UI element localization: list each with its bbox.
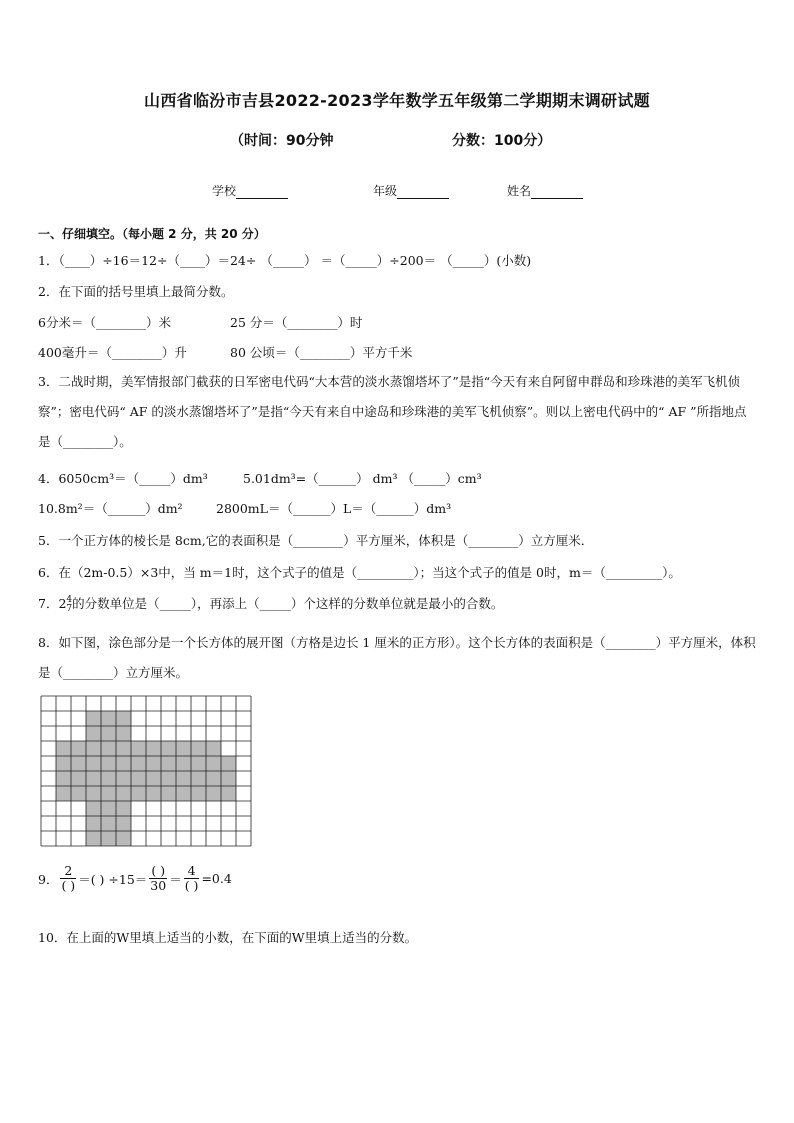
shaded-cell <box>191 786 206 801</box>
shaded-cell <box>221 786 236 801</box>
shaded-cell <box>86 801 101 816</box>
q9-fraction-1 <box>60 864 76 893</box>
question-3: 3．二战时期，美军情报部门截获的日军密电代码“大本营的淡水蒸馏塔坏了”是指“今天有来自阿留申群岛和珍珠港的美军飞机侦察”；密电代码“ AF 的淡水蒸馏塔坏了”是指“今天有来自中途岛和珍珠港的美军飞机侦察”。则以上密电代码中的“ AF ”所指地点是（________）。 <box>38 374 747 449</box>
shaded-cell <box>86 741 101 756</box>
shaded-cell <box>161 756 176 771</box>
shaded-cell <box>101 786 116 801</box>
q7-prefix: 7．2 <box>38 596 67 611</box>
question-4c: 10.8m²＝（______）dm² <box>38 501 183 516</box>
shaded-cell <box>56 741 71 756</box>
q9-equals: ＝ <box>169 871 182 887</box>
question-2b: 25 分＝（________）时 <box>230 315 363 330</box>
q9-f3-denominator: ( ) <box>184 878 199 893</box>
shaded-cell <box>161 786 176 801</box>
question-10: 10．在上面的W里填上适当的小数，在下面的W里填上适当的分数。 <box>38 930 418 945</box>
q9-f2-numerator: ( ) <box>149 864 167 879</box>
shaded-cell <box>191 771 206 786</box>
question-4d: 2800mL＝（______）L＝（______）dm³ <box>216 501 452 516</box>
school-field[interactable] <box>212 182 288 199</box>
question-9 <box>38 864 232 893</box>
shaded-cell <box>71 771 86 786</box>
shaded-cell <box>101 831 116 846</box>
shaded-cell <box>161 741 176 756</box>
shaded-cell <box>86 771 101 786</box>
q9-middle: ＝( ) ÷15＝ <box>78 871 148 887</box>
grade-blank[interactable] <box>397 186 449 199</box>
q9-end: =0.4 <box>201 871 232 886</box>
question-6: 6．在（2m-0.5）×3中，当 m＝1时，这个式子的值是（_________）；当这个式子的值是 0时，m＝（_________）。 <box>38 565 681 580</box>
q9-f1-numerator: 2 <box>60 864 76 879</box>
q9-prefix: 9． <box>38 871 59 887</box>
shaded-cell <box>221 756 236 771</box>
shaded-cell <box>206 771 221 786</box>
shaded-cell <box>176 771 191 786</box>
shaded-cell <box>191 741 206 756</box>
shaded-cell <box>101 741 116 756</box>
shaded-cell <box>146 741 161 756</box>
shaded-cell <box>116 771 131 786</box>
shaded-cell <box>86 831 101 846</box>
shaded-cell <box>56 786 71 801</box>
question-4b: 5.01dm³=（______） dm³ （_____）cm³ <box>243 471 482 486</box>
shaded-cell <box>101 726 116 741</box>
shaded-cell <box>206 741 221 756</box>
question-2c: 400毫升＝（________）升 <box>38 345 187 360</box>
section-heading: 一、仔细填空。（每小题 2 分，共 20 分） <box>38 227 266 241</box>
grade-field[interactable] <box>373 182 449 199</box>
question-4a: 4．6050cm³＝（_____）dm³ <box>38 471 208 486</box>
question-2: 2．在下面的括号里填上最简分数。 <box>38 284 234 299</box>
exam-time: （时间：90分钟 <box>230 133 334 149</box>
shaded-cell <box>146 756 161 771</box>
shaded-cell <box>161 771 176 786</box>
shaded-cell <box>221 771 236 786</box>
unfolded-cuboid-grid <box>40 695 253 848</box>
q9-f2-denominator: 30 <box>150 878 167 893</box>
shaded-cell <box>116 831 131 846</box>
shaded-cell <box>131 741 146 756</box>
school-blank[interactable] <box>236 186 288 199</box>
shaded-cell <box>101 711 116 726</box>
exam-score: 分数：100分） <box>452 133 552 149</box>
shaded-cell <box>131 786 146 801</box>
grade-label: 年级 <box>373 184 398 198</box>
shaded-cell <box>176 786 191 801</box>
shaded-cell <box>86 756 101 771</box>
shaded-cell <box>71 786 86 801</box>
shaded-cell <box>56 756 71 771</box>
shaded-cell <box>101 771 116 786</box>
shaded-cell <box>116 801 131 816</box>
shaded-cell <box>146 786 161 801</box>
question-2d: 80 公顷＝（________）平方千米 <box>230 345 413 360</box>
shaded-cell <box>176 741 191 756</box>
question-1: 1．（____）÷16＝12÷（____）＝24÷ （_____） ＝（_____）÷200＝ （_____）(小数) <box>38 253 532 268</box>
q9-fraction-2 <box>149 864 167 893</box>
shaded-cell <box>101 756 116 771</box>
shaded-cell <box>116 711 131 726</box>
shaded-cell <box>86 816 101 831</box>
shaded-cell <box>56 771 71 786</box>
shaded-cell <box>86 726 101 741</box>
name-label: 姓名 <box>507 184 532 198</box>
shaded-cell <box>116 726 131 741</box>
shaded-cell <box>101 816 116 831</box>
q7-denominator: 7 <box>66 603 73 614</box>
shaded-cell <box>101 801 116 816</box>
question-5: 5．一个正方体的棱长是 8cm,它的表面积是（________）平方厘米，体积是（________）立方厘米． <box>38 533 594 548</box>
shaded-cell <box>116 756 131 771</box>
q7-suffix: 的分数单位是（_____），再添上（_____）个这样的分数单位就是最小的合数。 <box>72 596 504 611</box>
shaded-cell <box>131 756 146 771</box>
shaded-cell <box>206 756 221 771</box>
shaded-cell <box>116 741 131 756</box>
question-7 <box>38 594 503 614</box>
name-field[interactable] <box>507 182 583 199</box>
question-2a: 6分米＝（________）米 <box>38 315 171 330</box>
question-8: 8．如下图，涂色部分是一个长方体的展开图（方格是边长 1 厘米的正方形）。这个长方体的表面积是（________）平方厘米，体积是（________）立方厘米。 <box>38 635 756 680</box>
shaded-cell <box>191 756 206 771</box>
shaded-cell <box>146 771 161 786</box>
q9-f1-denominator: ( ) <box>61 878 76 893</box>
shaded-cell <box>86 786 101 801</box>
q9-fraction-3 <box>184 864 200 893</box>
page-title: 山西省临汾市吉县2022-2023学年数学五年级第二学期期末调研试题 <box>144 91 650 110</box>
shaded-cell <box>131 771 146 786</box>
q9-f3-numerator: 4 <box>184 864 200 879</box>
q7-numerator: 4 <box>66 594 73 605</box>
shaded-cell <box>176 756 191 771</box>
school-label: 学校 <box>212 184 237 198</box>
shaded-cell <box>86 711 101 726</box>
shaded-cell <box>116 816 131 831</box>
name-blank[interactable] <box>531 186 583 199</box>
shaded-cell <box>71 741 86 756</box>
shaded-cell <box>116 786 131 801</box>
shaded-cell <box>206 786 221 801</box>
shaded-cell <box>71 756 86 771</box>
